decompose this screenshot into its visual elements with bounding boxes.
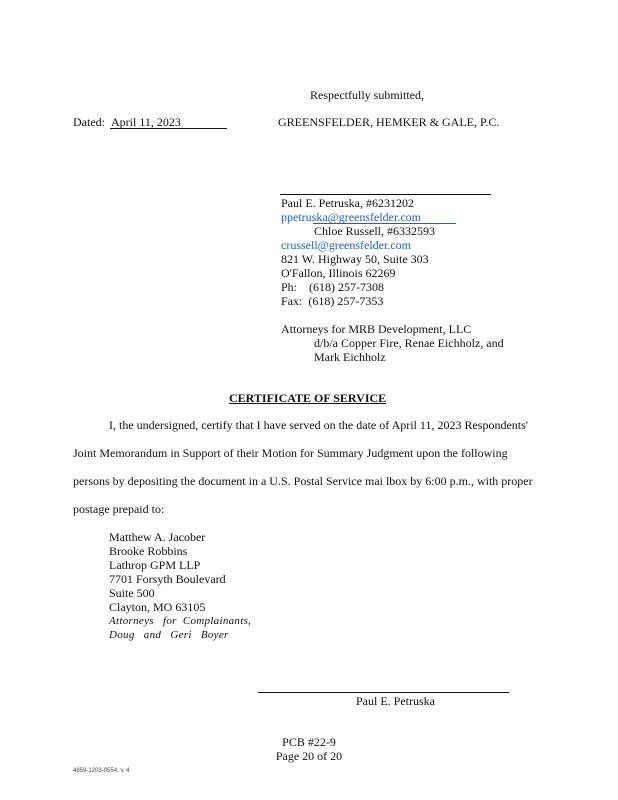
recipient-line: Matthew A. Jacober xyxy=(109,530,206,544)
certificate-heading: CERTIFICATE OF SERVICE xyxy=(229,391,387,405)
body-line-3: persons by depositing the document in a U.S. Postal Service mai lbox by 6:00 p.m., with proper xyxy=(73,474,533,488)
recipient-line: 7701 Forsyth Boulevard xyxy=(109,572,226,586)
signer-name: Paul E. Petruska, #6231202 xyxy=(281,196,414,210)
body-line-2: Joint Memorandum in Support of their Motion for Summary Judgment upon the following xyxy=(73,446,508,460)
recipient-line: Brooke Robbins xyxy=(109,544,188,558)
signer-email-link[interactable]: ppetruska@greensfelder.com xyxy=(281,210,421,224)
address-line-2: O'Fallon, Illinois 62269 xyxy=(281,266,396,280)
attorneys-for-line-2: d/b/a Copper Fire, Renae Eichholz, and xyxy=(314,336,504,350)
recipient-attorneys-line-1: Attorneys for Complainants, xyxy=(109,615,252,627)
recipient-line: Suite 500 xyxy=(109,586,155,600)
signature-name-2: Paul E. Petruska xyxy=(356,694,435,708)
recipient-line: Lathrop GPM LLP xyxy=(109,558,201,572)
firm-name: GREENSFELDER, HEMKER & GALE, P.C. xyxy=(278,115,500,129)
signer2-email-link[interactable]: crussell@greensfelder.com xyxy=(281,238,412,252)
dated-underline xyxy=(110,128,227,129)
recipient-line: Clayton, MO 63105 xyxy=(109,600,206,614)
dated-label: Dated: xyxy=(73,115,105,129)
attorneys-for-line-1: Attorneys for MRB Development, LLC xyxy=(281,322,472,336)
body-line-1: I, the undersigned, certify that I have served on the date of April 11, 2023 Respondents' xyxy=(109,418,528,432)
signature-line-2 xyxy=(258,692,509,693)
attorneys-for-line-3: Mark Eichholz xyxy=(314,350,386,364)
footer-page-number: Page 20 of 20 xyxy=(275,749,343,763)
signature-line xyxy=(280,194,491,195)
closing-text: Respectfully submitted, xyxy=(310,88,424,102)
phone-line: Ph: (618) 257-7308 xyxy=(281,280,384,294)
footer-case-number: PCB #22-9 xyxy=(282,735,336,749)
recipient-attorneys-line-2: Doug and Geri Boyer xyxy=(109,629,229,641)
address-line-1: 821 W. Highway 50, Suite 303 xyxy=(281,252,429,266)
signer2-name: Chloe Russell, #6332593 xyxy=(314,224,436,238)
body-line-4: postage prepaid to: xyxy=(73,502,165,516)
footer-document-id: 4859-1203-0554, v. 4 xyxy=(73,768,130,774)
dated-value: April 11, 2023 xyxy=(111,115,181,129)
fax-line: Fax: (618) 257-7353 xyxy=(281,294,384,308)
